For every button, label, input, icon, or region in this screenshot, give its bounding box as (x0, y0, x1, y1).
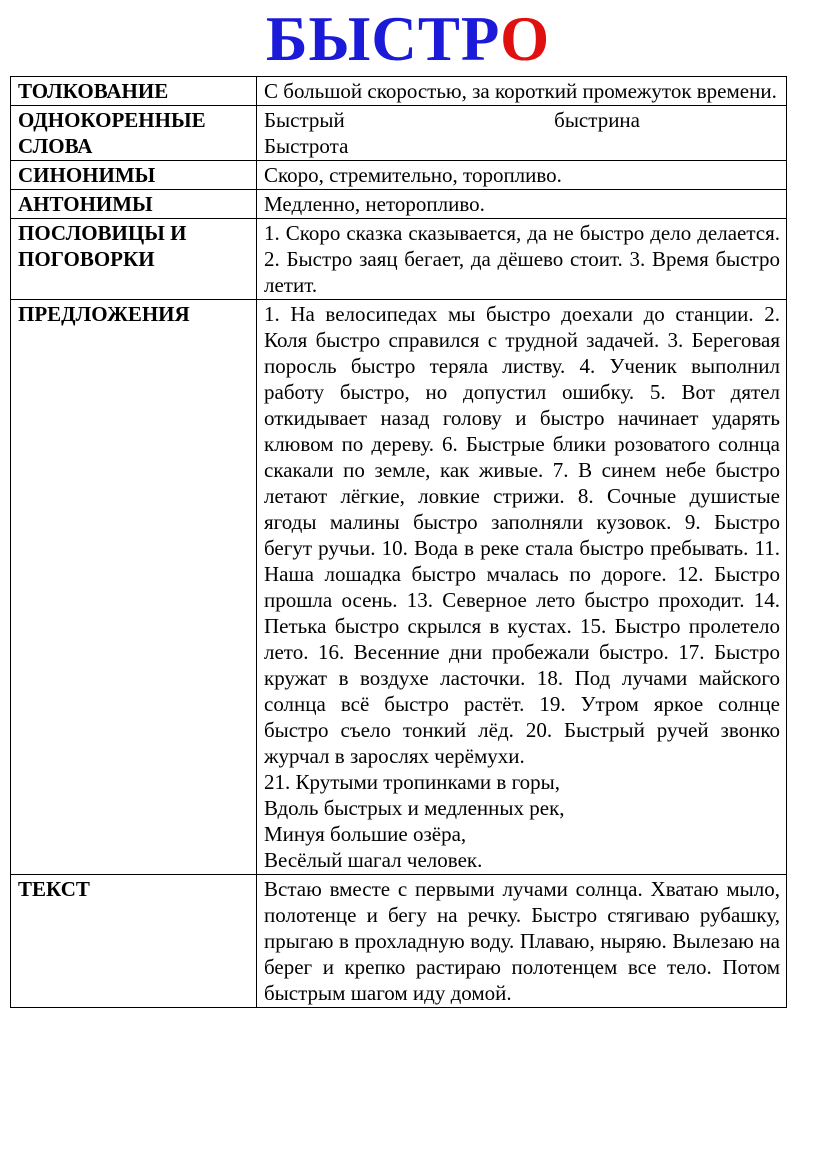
row-label: ТОЛКОВАНИЕ (11, 77, 257, 106)
row-content (257, 106, 787, 161)
row-label: ПОСЛОВИЦЫ И ПОГОВОРКИ (11, 219, 257, 300)
table-row-antonyms (11, 190, 787, 219)
poem-line: Весёлый шагал человек. (264, 848, 483, 872)
row-label: ПРЕДЛОЖЕНИЯ (11, 300, 257, 875)
table-row-definition (11, 77, 787, 106)
title-main: БЫСТР (265, 4, 501, 74)
row-content: С большой скоростью, за короткий промежуток времени. (257, 77, 787, 106)
row-content: Встаю вместе с первыми лучами солнца. Хватаю мыло, полотенце и бегу на речку. Быстро стягиваю рубашку, прыгаю в прохладную воду. Плаваю, ныряю. Вылезаю на берег и крепко растираю полотенцем все тело. Потом быстрым шагом иду домой. (257, 875, 787, 1008)
sentences-text: 1. На велосипедах мы быстро доехали до станции. 2. Коля быстро справился с трудной задачей. 3. Береговая поросль быстро теряла листву. 4. Ученик выполнил работу быстро, но допустил ошибку. 5. Вот дятел откидывает назад голову и быстро начинает ударять клювом по дереву. 6. Быстрые блики розоватого солнца скакали по земле, как живые. 7. В синем небе быстро летают лёгкие, ловкие стрижи. 8. Сочные душистые ягоды малины быстро заполняли кузовок. 9. Быстро бегут ручьи. 10. Вода в реке стала быстро пребывать. 11. Наша лошадка быстро мчалась по дороге. 12. Быстро прошла осень. 13. Северное лето быстро проходит. 14. Петька быстро скрылся в кустах. 15. Быстро пролетело лето. 16. Весенние дни пробежали быстро. 17. Быстро кружат в воздухе ласточки. 18. Под лучами майского солнца всё быстро растёт. 19. Утром яркое солнце быстро съело тонкий лёд. 20. Быстрый ручей звонко журчал в зарослях черёмухи. (264, 302, 780, 768)
cognate-word: Быстрота (264, 134, 349, 158)
cognate-word: Быстрый (264, 108, 345, 132)
table-row-synonyms (11, 161, 787, 190)
row-label: СИНОНИМЫ (11, 161, 257, 190)
table-row-text (11, 875, 787, 1008)
poem-line: Минуя большие озёра, (264, 822, 467, 846)
row-content: 1. Скоро сказка сказывается, да не быстро дело делается. 2. Быстро заяц бегает, да дёшево стоит. 3. Время быстро летит. (257, 219, 787, 300)
row-label: ТЕКСТ (11, 875, 257, 1008)
cognate-word: быстрина (554, 108, 640, 132)
row-label: АНТОНИМЫ (11, 190, 257, 219)
row-content: Скоро, стремительно, торопливо. (257, 161, 787, 190)
table-row-sentences (11, 300, 787, 875)
poem-line: Вдоль быстрых и медленных рек, (264, 796, 565, 820)
poem-line: 21. Крутыми тропинками в горы, (264, 770, 561, 794)
word-title (0, 2, 816, 76)
row-label: ОДНОКОРЕННЫЕ СЛОВА (11, 106, 257, 161)
row-content: Медленно, неторопливо. (257, 190, 787, 219)
row-content (257, 300, 787, 875)
table-row-proverbs (11, 219, 787, 300)
word-analysis-table (10, 76, 787, 1008)
cognates-first-line (264, 107, 780, 133)
table-row-cognates (11, 106, 787, 161)
title-stressed-letter: О (500, 4, 551, 74)
